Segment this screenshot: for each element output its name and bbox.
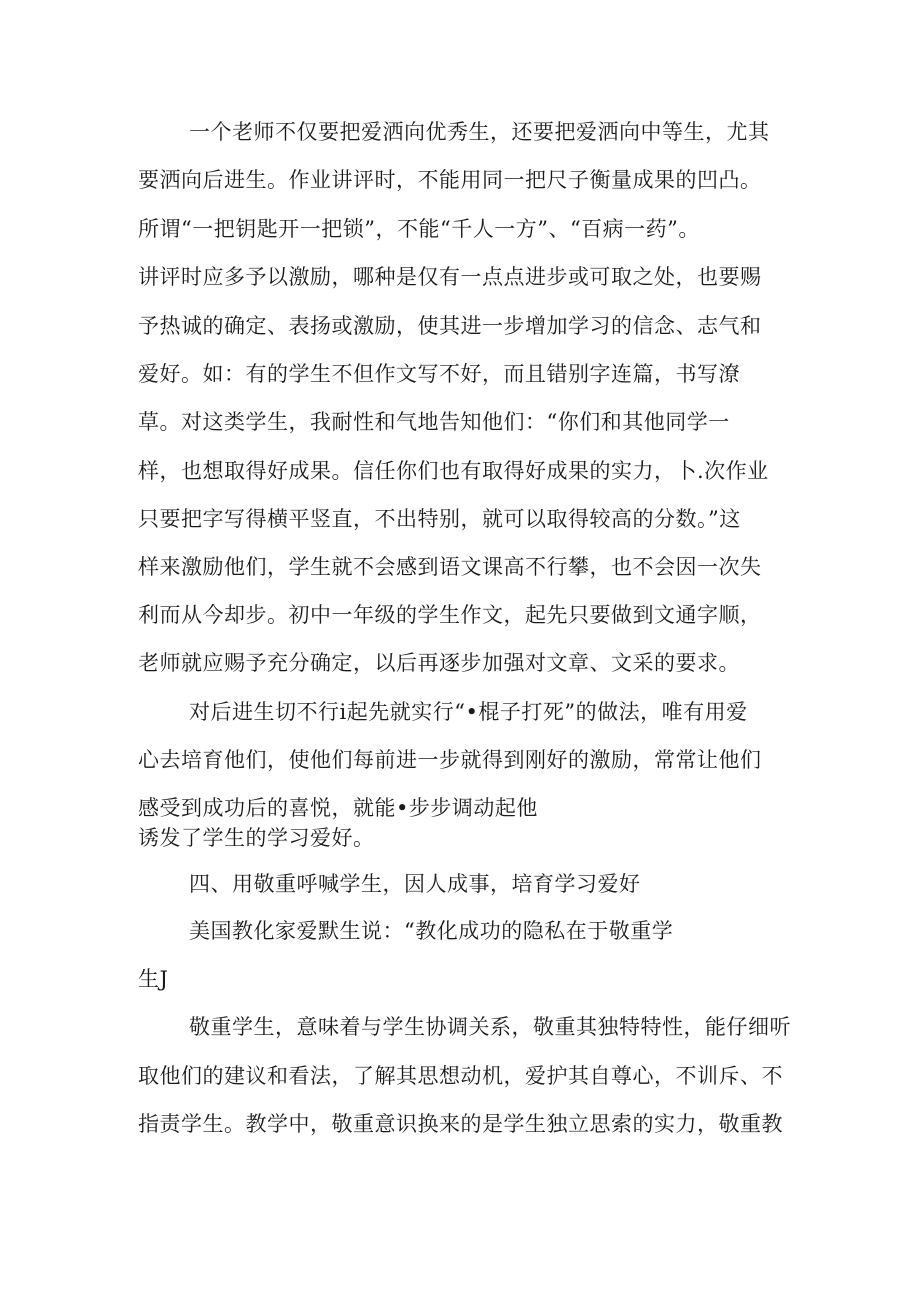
text-line-22: 指责学生。教学中，敬重意识换来的是学生独立思索的实力，敬重教 [138, 1112, 783, 1136]
text-line-10: 样来激励他们，学生就不会感到语文课高不行攀，也不会因一次失 [138, 555, 762, 579]
text-line-19: 生J [138, 967, 169, 991]
text-line-5: 予热诚的确定、表扬或激励，使其进一步增加学习的信念、志气和 [138, 314, 762, 338]
text-line-11: 利而从今却步。初中一年级的学生作文，起先只要做到文通字顺， [138, 603, 762, 627]
text-line-21: 取他们的建议和看法，了解其思想动机，爱护其自尊心，不训斥、不 [138, 1064, 783, 1088]
text-line-15: 感受到成功后的喜悦，就能•步步调动起他 [138, 796, 538, 820]
text-line-1: 一个老师不仅要把爱洒向优秀生，还要把爱洒向中等生，尤其 [189, 120, 770, 144]
text-line-4: 讲评时应多予以激励，哪种是仅有一点点进步或可取之处，也要赐 [138, 265, 762, 289]
text-line-3: 所谓“一把钥匙开一把锁”，不能“千人一方”、“百病一药”。 [138, 217, 700, 241]
text-line-2: 要洒向后进生。作业讲评时，不能用同一把尺子衡量成果的凹凸。 [138, 168, 762, 192]
text-line-18: 美国教化家爱默生说：“教化成功的隐私在于敬重学 [189, 919, 674, 943]
text-line-13: 对后进生切不行i起先就实行“•棍子打死”的做法，唯有用爱 [189, 700, 748, 724]
section-heading: 四、用敬重呼喊学生，因人成事，培育学习爱好 [189, 872, 641, 896]
text-line-20: 敬重学生，意味着与学生协调关系，敬重其独特特性，能仔细听 [189, 1015, 791, 1039]
text-line-9: 只要把字写得横平竖直，不出特别，就可以取得较高的分数。”这 [138, 507, 741, 531]
text-line-16: 诱发了学生的学习爱好。 [138, 826, 375, 850]
text-line-6: 爱好。如：有的学生不但作文写不好，而且错别字连篇，书写潦 [138, 362, 740, 386]
text-line-7: 草。对这类学生，我耐性和气地告知他们：“你们和其他同学一 [138, 410, 730, 434]
text-line-8: 样，也想取得好成果。信任你们也有取得好成果的实力，卜.次作业 [138, 459, 769, 483]
text-line-14: 心去培育他们，使他们每前进一步就得到刚好的激励，常常让他们 [138, 748, 762, 772]
text-line-12: 老师就应赐予充分确定，以后再逐步加强对文章、文采的要求。 [138, 651, 740, 675]
